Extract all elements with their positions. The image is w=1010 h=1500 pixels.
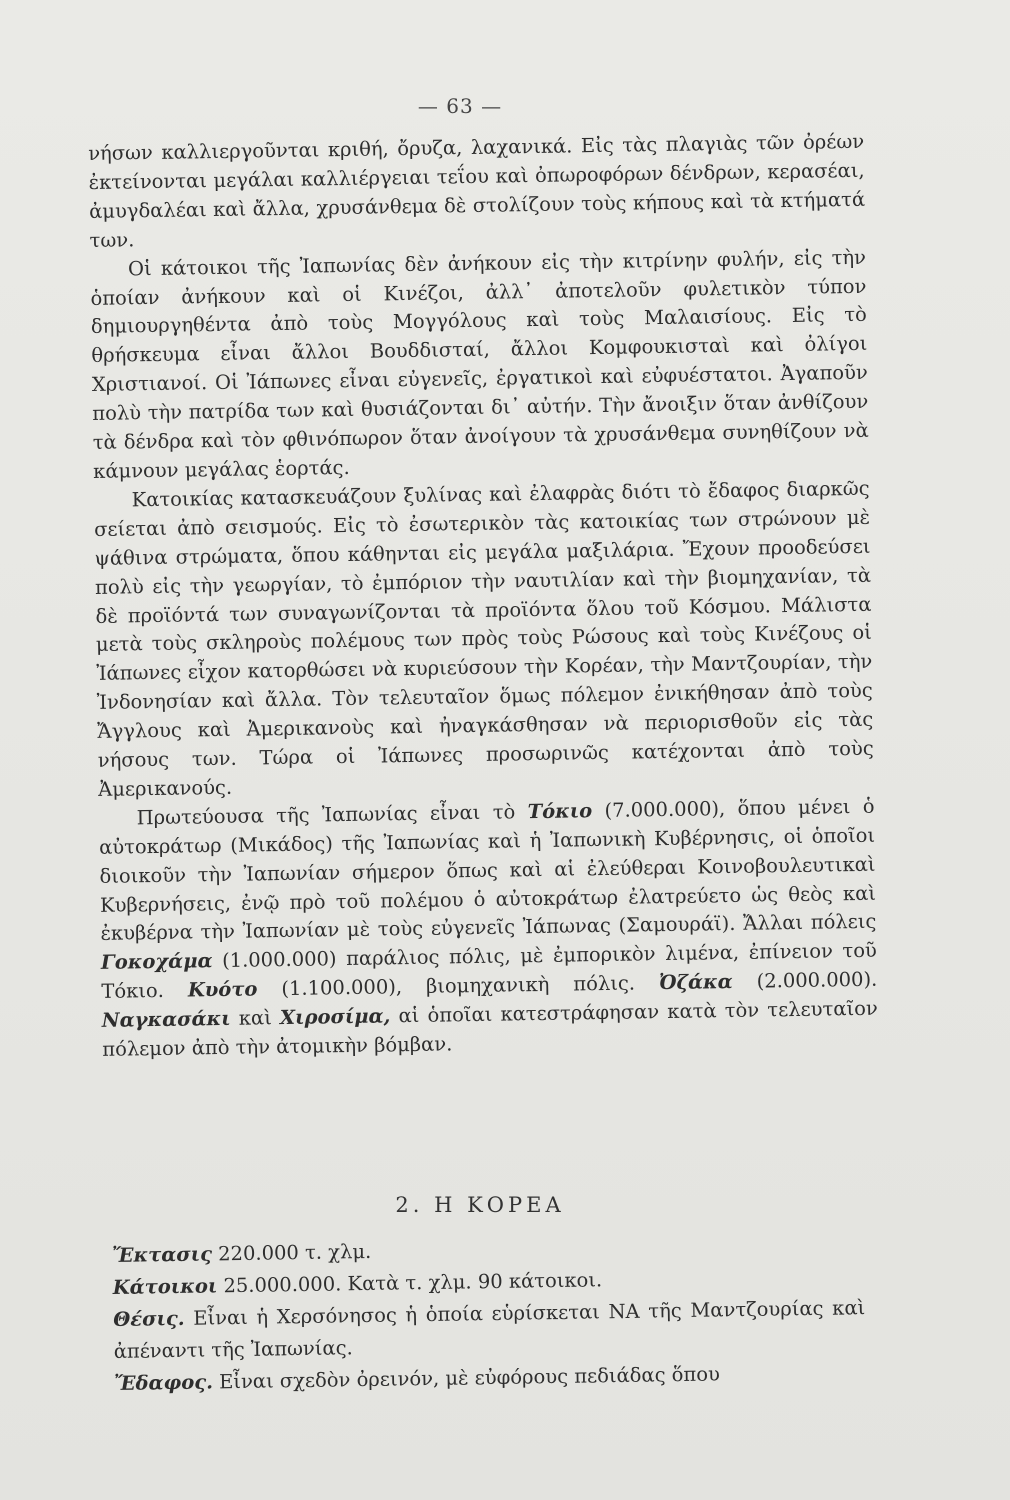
paragraph-2: Οἱ κάτοικοι τῆς Ἰαπωνίας δὲν ἀνήκουν εἰς τὴν κιτρίνην φυλήν, εἰς τὴν ὁποίαν ἀνήκουν καὶ οἱ Κινέζοι, ἀλλ᾽ ἀποτελοῦν φυλετικὸν τύπον δημιουργηθέντα ἀπὸ τοὺς Μογγόλους καὶ τοὺς Μαλαισίους. Εἰς τὸ θρήσκευμα εἶναι ἄλλοι Βουδδισταί, ἄλλοι Κομφουκισταὶ καὶ ὀλίγοι Χριστιανοί. Οἱ Ἰάπωνες εἶναι εὐγενεῖς, ἐργατικοὶ καὶ εὐφυέστατοι. Ἀγαποῦν πολὺ τὴν πατρίδα των καὶ θυσιάζονται δι᾽ αὐτήν. Τὴν ἄνοιξιν ὅταν ἀνθίζουν τὰ δένδρα καὶ τὸν φθινόπωρον ὅταν ἀνοίγουν τὰ χρυσάνθεμα συνηθίζουν νὰ κάμνουν μεγάλας ἑορτάς.: [90, 245, 869, 483]
city-kyoto: Κυότο: [187, 977, 258, 1002]
section-title: 2. Η ΚΟΡΕΑ: [395, 1193, 565, 1217]
position-label: Θέσις.: [113, 1306, 185, 1331]
population-value: 25.000.000. Κατὰ τ. χλμ. 90 κάτοικοι.: [217, 1268, 603, 1298]
city-tokyo: Τόκιο: [527, 799, 593, 824]
area-value: 220.000 τ. χλμ.: [211, 1239, 372, 1266]
city-hiroshima: Χιροσίμα,: [279, 1004, 391, 1030]
main-text: [88, 128, 878, 1065]
korea-position: [113, 1292, 866, 1368]
page-number: — 63 —: [417, 94, 503, 118]
p4-text-4: (1.100.000), βιομηχανικὴ πόλις.: [257, 971, 660, 1001]
p4-text-7: αἱ ὁποῖαι κατεστράφησαν κατὰ τὸν τελευταῖον πόλεμον ἀπὸ τὴν ἀτομικὴν βόμβαν.: [102, 996, 878, 1061]
p4-text-1: Πρωτεύουσα τῆς Ἰαπωνίας εἶναι τὸ: [136, 800, 528, 830]
p4-text-3: (1.000.000) παράλιος πόλις, μὲ ἐμπορικὸν λιμένα, ἐπίνειον τοῦ Τόκιο.: [101, 939, 878, 1004]
city-nagasaki: Ναγκασάκι: [101, 1007, 231, 1033]
p4-text-2: (7.000.000), ὅπου μένει ὁ αὐτοκράτωρ (Μικάδος) τῆς Ἰαπωνίας καὶ ἡ Ἰαπωνικὴ Κυβέρνησις, οἱ ὁποῖοι διοικοῦν τὴν Ἰαπωνίαν σήμερον ὅπως καὶ αἱ ἐλεύθεραι Κοινοβουλευτικαὶ Κυβερνήσεις, ἐνῷ πρὸ τοῦ πολέμου ὁ αὐτοκράτωρ ἐλατρεύετο ὡς θεὸς καὶ ἐκυβέρνα τὴν Ἰαπωνίαν μὲ τοὺς εὐγενεῖς Ἰάπωνας (Σαμουράϊ). Ἄλλαι πόλεις: [98, 794, 877, 946]
paragraph-4: [98, 793, 878, 1065]
paragraph-3: Κατοικίας κατασκευάζουν ξυλίνας καὶ ἐλαφρὰς διότι τὸ ἔδαφος διαρκῶς σείεται ἀπὸ σεισμούς. Εἰς τὸ ἐσωτερικὸν τὰς κατοικίας των στρώνουν μὲ ψάθινα στρώματα, ὅπου κάθηνται εἰς μεγάλα μαξιλάρια. Ἔχουν προοδεύσει πολὺ εἰς τὴν γεωργίαν, τὸ ἐμπόριον τὴν ναυτιλίαν καὶ τὴν βιομηχανίαν, τὰ δὲ προϊόντά των συναγωνίζονται τὰ προϊόντα ὅλου τοῦ Κόσμου. Μάλιστα μετὰ τοὺς σκληροὺς πολέμους των πρὸς τοὺς Ρώσους καὶ τοὺς Κινέζους οἱ Ἰάπωνες εἶχον κατορθώσει νὰ κυριεύσουν τὴν Κορέαν, τὴν Μαντζουρίαν, τὴν Ἰνδονησίαν καὶ ἄλλα. Τὸν τελευταῖον ὅμως πόλεμον ἐνικήθησαν ἀπὸ τοὺς Ἄγγλους καὶ Ἀμερικανοὺς καὶ ἠναγκάσθησαν νὰ περιορισθοῦν εἰς τὰς νήσους των. Τώρα οἱ Ἰάπωνες προσωρινῶς κατέχονται ἀπὸ τοὺς Ἀμερικανούς.: [93, 476, 874, 801]
korea-facts: [112, 1228, 866, 1400]
p4-text-5: (2.000.000).: [732, 967, 878, 994]
city-osaka: Ὀζάκα: [658, 970, 733, 995]
p4-text-6: καὶ: [230, 1006, 281, 1031]
paragraph-1: νήσων καλλιεργοῦνται κριθή, ὄρυζα, λαχανικά. Εἰς τὰς πλαγιὰς τῶν ὀρέων ἐκτείνονται μεγάλαι καλλιέργειαι τεΐου καὶ ὀπωροφόρων δένδρων, κερασέαι, ἀμυγδαλέαι καὶ ἄλλα, χρυσάνθεμα δὲ στολίζουν τοὺς κήπους καὶ τὰ κτήματά των.: [88, 129, 866, 252]
population-label: Κάτοικοι: [112, 1274, 218, 1299]
city-yokohama: Γοκοχάμα: [100, 949, 213, 975]
area-label: Ἔκτασις: [112, 1242, 213, 1267]
position-value: Εἶναι ἡ Χερσόνησος ἡ ὁποία εὑρίσκεται ΝΑ τῆς Μαντζουρίας καὶ ἀπέναντι τῆς Ἰαπωνίας.: [113, 1296, 866, 1363]
soil-value: Εἶναι σχεδὸν ὀρεινόν, μὲ εὐφόρους πεδιάδας ὅπου: [212, 1362, 721, 1394]
soil-label: Ἔδαφος.: [114, 1370, 214, 1395]
